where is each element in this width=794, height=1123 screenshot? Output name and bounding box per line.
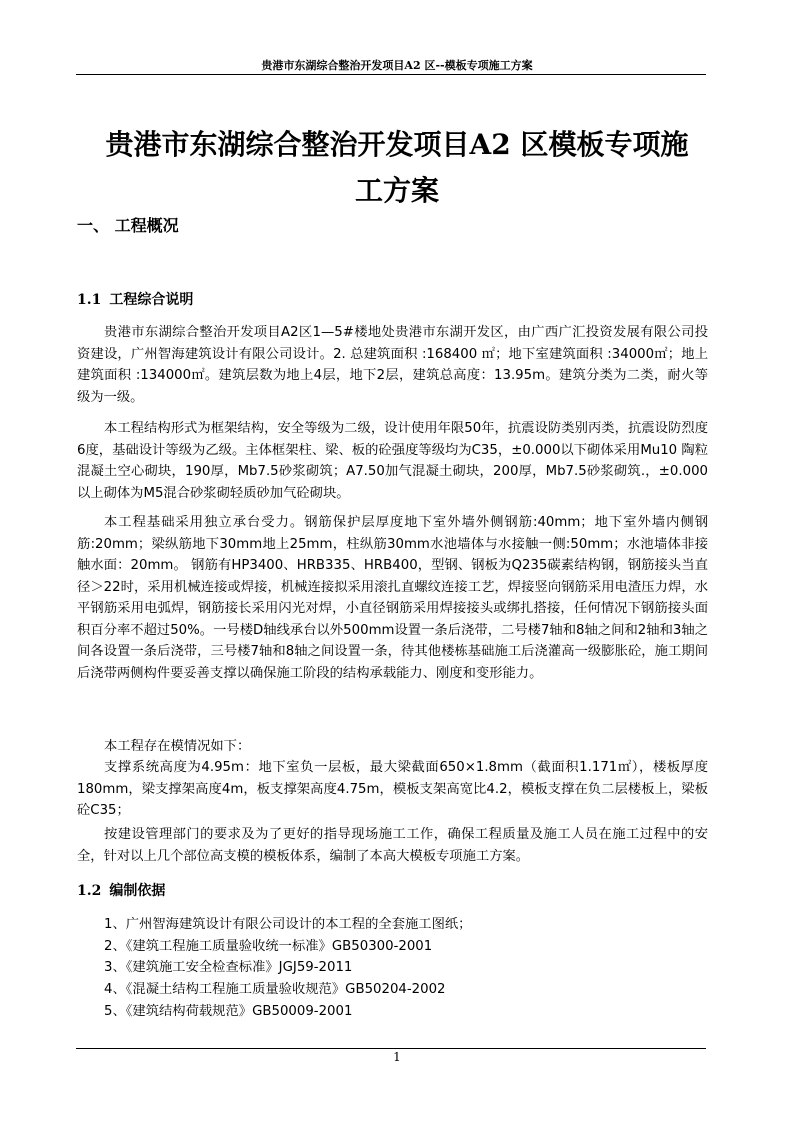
subsection-title: 编制依据 — [109, 883, 166, 899]
paragraph-structure: 本工程结构形式为框架结构，安全等级为二级，设计使用年限50年，抗震设防类别丙类，抗震设防烈度6度，基础设计等级为乙级。主体框架柱、梁、板的砼强度等级均为C35，±0.000以下砌体采用Mu10 陶粒混凝土空心砌块，190厚，Mb7.5砂浆砌筑；A7.50加气混凝土砌块，200厚，Mb7.5砂浆砌筑.，±0.000以上砌体为M5混合砂浆砌轻质砂加气砼砌块。 — [77, 421, 708, 501]
list-item: 3、《建筑施工安全检查标准》JGJ59-2011 — [104, 960, 353, 976]
list-item: 2、《建筑工程施工质量验收统一标准》GB50300-2001 — [104, 938, 433, 954]
list-item: 1、广州智海建筑设计有限公司设计的本工程的全套施工图纸； — [104, 917, 472, 932]
subsection-number: 1.1 — [77, 292, 102, 308]
title-line-2: 工方案 — [354, 174, 439, 207]
section-heading-overview: 一、 工程概况 — [77, 216, 179, 235]
running-header: 贵港市东湖综合整治开发项目A2 区--模板专项施工方案 — [261, 59, 533, 72]
page-number: 1 — [393, 1050, 401, 1064]
basis-list — [104, 914, 471, 1023]
paragraph-purpose: 按建设管理部门的要求及为了更好的指导现场施工工作，确保工程质量及施工人员在施工过程中的安全，针对以上几个部位高支模的模板体系，编制了本高大模板专项施工方案。 — [77, 827, 708, 864]
subsection-heading-1-2 — [77, 880, 165, 900]
list-item: 5、《建筑结构荷载规范》GB50009-2001 — [104, 1003, 353, 1019]
paragraph-foundation: 本工程基础采用独立承台受力。钢筋保护层厚度地下室外墙外侧钢筋:40mm；地下室外墙内侧钢筋:20mm；梁纵筋地下30mm地上25mm，柱纵筋30mm水池墙体与水接触一侧:50mm；水池墙体非接触水面：20mm。 钢筋有HP3400、HRB335、HRB400，型钢、钢板为Q235碳素结构钢，钢筋接头当直径＞22时，采用机械连接或焊接，机械连接拟采用滚扎直螺纹连接工艺，焊接竖向钢筋采用电渣压力焊，水平钢筋采用电弧焊，钢筋接长采用闪光对焊，小直径钢筋采用焊接接头或绑扎搭接，任何情况下钢筋接头面积百分率不超过50%。一号楼D轴线承台以外500mm设置一条后浇带，二号楼7轴和8轴之间和2轴和3轴之间各设置一条后浇带，三号楼7轴和8轴之间设置一条，待其他楼栋基础施工后浇灌高一级膨胀砼，施工期间后浇带两侧构件要妥善支撑以确保施工阶段的结构承载能力、刚度和变形能力。 — [77, 515, 708, 681]
list-item: 4、《混凝土结构工程施工质量验收规范》GB50204-2002 — [104, 982, 446, 998]
subsection-heading-1-1 — [77, 289, 193, 309]
document-title — [0, 122, 794, 214]
footer-rule — [76, 1048, 706, 1049]
subsection-title: 工程综合说明 — [109, 292, 194, 308]
paragraph-support-system: 支撑系统高度为4.95m：地下室负一层板，最大梁截面650×1.8mm（截面积1.171㎡），楼板厚度180mm，梁支撑架高度4m，板支撑架高度4.75m，模板支架高宽比4.2，模板支撑在负二层楼板上，梁板砼C35； — [77, 760, 708, 818]
paragraph-formwork-intro: 本工程存在模情况如下： — [104, 739, 251, 754]
paragraph-project-intro: 贵港市东湖综合整治开发项目A2区1—5#楼地处贵港市东湖开发区，由广西广汇投资发展有限公司投资建设，广州智海建筑设计有限公司设计。2. 总建筑面积 :168400 ㎡；地下室建筑面积 :34000㎡；地上建筑面积 :134000㎡。建筑层数为地上4层，地下2层，建筑总高度：13.95m。建筑分类为二类，耐火等级为一级。 — [77, 325, 708, 405]
title-line-1: 贵港市东湖综合整治开发项目A2 区模板专项施 — [105, 128, 689, 161]
header-rule — [76, 74, 706, 75]
subsection-number: 1.2 — [77, 883, 102, 899]
